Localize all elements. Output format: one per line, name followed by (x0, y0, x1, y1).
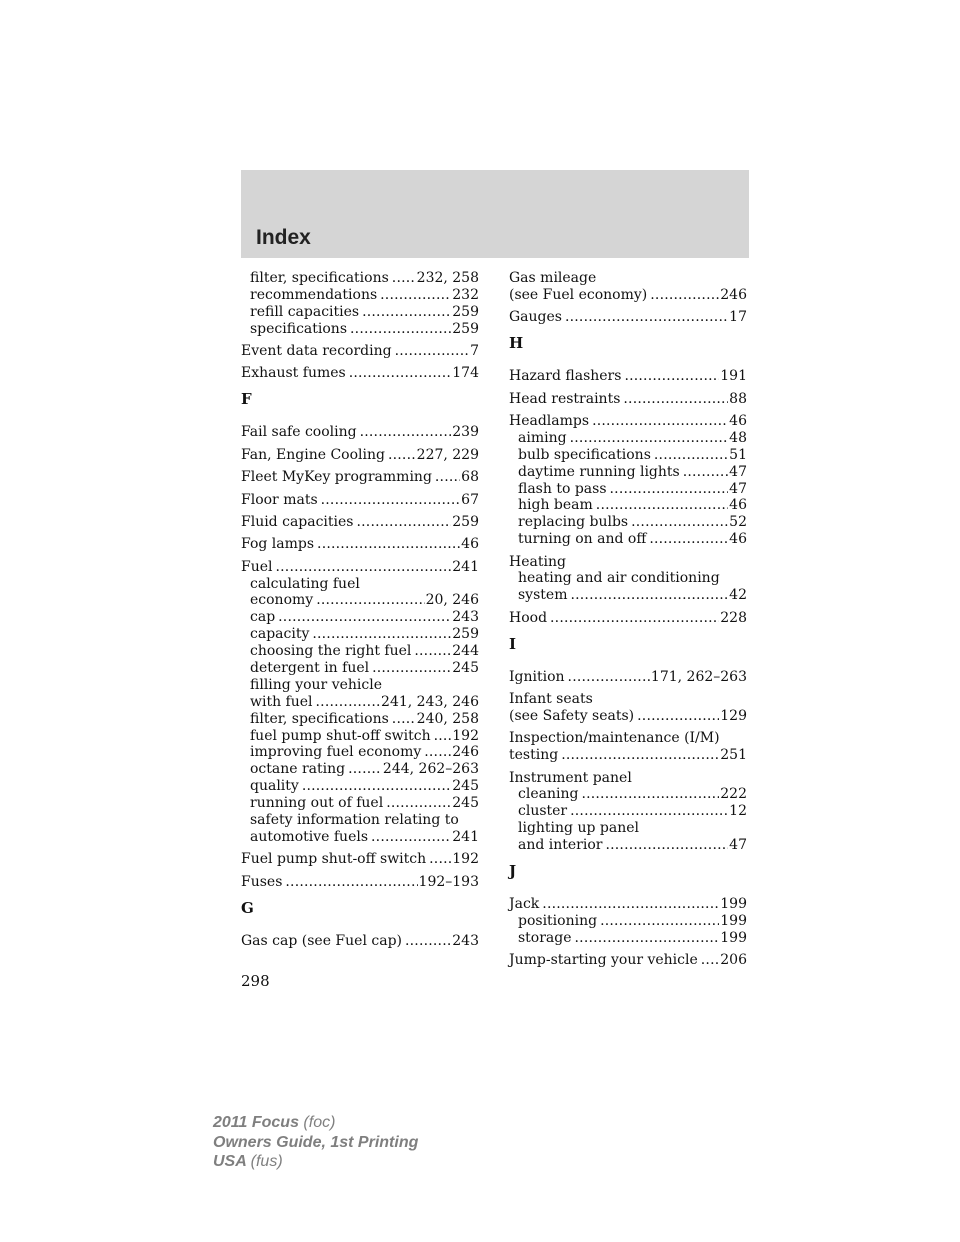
dot-leader (581, 786, 719, 803)
entry-label: Jump-starting your vehicle (509, 952, 698, 969)
index-entry (241, 559, 479, 576)
dot-leader (424, 744, 451, 761)
dot-leader (362, 304, 451, 321)
entry-page: 52 (729, 514, 747, 531)
entry-label: quality (250, 778, 299, 795)
entry-label: Hood (509, 609, 548, 626)
entry-label: Fuses (241, 873, 283, 890)
entry-label: filter, specifications (250, 270, 389, 286)
section-letter: F (241, 390, 252, 409)
section-letter: J (509, 862, 517, 881)
entry-page: 251 (720, 747, 747, 764)
dot-leader (683, 464, 728, 481)
dot-leader (649, 531, 728, 548)
index-subentry (241, 711, 479, 728)
index-subentry (241, 795, 479, 812)
entry-page: 46 (461, 536, 479, 553)
entry-label: positioning (518, 912, 598, 929)
entry-label: flash to pass (518, 480, 607, 497)
entry-page: 48 (729, 429, 747, 446)
entry-page: 17 (729, 309, 747, 326)
entry-page: 47 (729, 463, 747, 480)
entry-label: Inspection/maintenance (I/M) (509, 730, 720, 747)
dot-leader (701, 952, 719, 969)
entry-label: (see Safety seats) (509, 707, 635, 724)
entry-label: Fog lamps (241, 536, 315, 553)
entry-label: specifications (250, 320, 348, 337)
entry-label: Heating (509, 553, 566, 570)
index-entry (509, 309, 747, 326)
dot-leader (568, 669, 650, 686)
entry-label: Headlamps (509, 412, 590, 429)
entry-page: 243 (452, 932, 479, 949)
entry-page: 192 (452, 727, 479, 744)
entry-label: Fluid capacities (241, 513, 354, 530)
index-entry (509, 413, 747, 430)
footer-line-3 (213, 1152, 418, 1172)
index-entry (241, 469, 479, 486)
section-letter: I (509, 634, 517, 653)
dot-leader (650, 287, 719, 304)
dot-leader (592, 413, 728, 430)
footer-model-code: (foc) (303, 1114, 336, 1131)
entry-page: 46 (729, 412, 747, 429)
index-subentry (241, 812, 479, 829)
entry-page: 88 (729, 390, 747, 407)
dot-leader (302, 778, 451, 795)
index-entry (509, 691, 747, 708)
index-subentry (509, 803, 747, 820)
index-entry (509, 287, 747, 304)
dot-leader (278, 609, 451, 626)
entry-page: 7 (470, 343, 479, 360)
index-entry (509, 747, 747, 764)
dot-leader (388, 447, 416, 464)
index-entry (241, 536, 479, 553)
dot-leader (386, 795, 451, 812)
entry-label: Floor mats (241, 491, 318, 508)
entry-label: Fan, Engine Cooling (241, 446, 385, 463)
entry-label: detergent in fuel (250, 660, 370, 677)
dot-leader (561, 747, 719, 764)
entry-label: octane rating (250, 761, 346, 778)
dot-leader (392, 270, 416, 287)
dot-leader (623, 391, 728, 408)
index-subentry (509, 514, 747, 531)
entry-label: cleaning (518, 786, 579, 803)
entry-label: testing (509, 747, 559, 764)
entry-label: (see Fuel economy) (509, 286, 648, 303)
document-footer (213, 1113, 418, 1172)
index-header-bar (241, 170, 749, 258)
footer-model: 2011 Focus (213, 1114, 299, 1131)
entry-page: 228 (720, 609, 747, 626)
entry-label: Exhaust fumes (241, 365, 346, 382)
dot-leader (357, 514, 452, 531)
footer-line-2: Owners Guide, 1st Printing (213, 1133, 419, 1151)
entry-page: 240, 258 (416, 710, 479, 727)
index-subentry (509, 913, 747, 930)
index-subentry (241, 626, 479, 643)
entry-page: 259 (452, 626, 479, 643)
index-entry (509, 896, 747, 913)
index-subentry (241, 609, 479, 626)
page-number: 298 (241, 972, 270, 990)
index-subentry (509, 930, 747, 947)
index-entry (241, 933, 479, 950)
entry-page: 259 (452, 513, 479, 530)
dot-leader (316, 694, 381, 711)
index-subentry (509, 786, 747, 803)
index-entry (509, 708, 747, 725)
entry-page: 259 (452, 303, 479, 320)
index-entry (241, 874, 479, 891)
entry-page: 239 (452, 424, 479, 441)
dot-leader (312, 626, 451, 643)
index-entry (509, 554, 747, 571)
entry-page: 222 (720, 786, 747, 803)
dot-leader (317, 536, 460, 553)
entry-label: Gas mileage (509, 270, 597, 286)
entry-label: storage (518, 929, 572, 946)
entry-label: aiming (518, 429, 567, 446)
entry-label: filter, specifications (250, 710, 389, 727)
dot-leader (395, 343, 469, 360)
entry-label: daytime running lights (518, 463, 680, 480)
index-entry (509, 770, 747, 787)
entry-page: 245 (452, 795, 479, 812)
entry-page: 244, 262–263 (382, 761, 479, 778)
page-title: Index (256, 226, 311, 249)
dot-leader (624, 368, 719, 385)
dot-leader (570, 587, 728, 604)
index-entry (509, 952, 747, 969)
index-subentry (509, 587, 747, 604)
dot-leader (570, 803, 728, 820)
entry-page: 232 (452, 286, 479, 303)
dot-leader (542, 896, 719, 913)
entry-label: lighting up panel (518, 820, 639, 837)
entry-label: Fleet MyKey programming (241, 469, 432, 486)
entry-label: Gas cap (see Fuel cap) (241, 932, 402, 949)
entry-page: 206 (720, 952, 747, 969)
entry-page: 129 (720, 707, 747, 724)
index-entry (509, 669, 747, 686)
entry-label: Instrument panel (509, 769, 632, 786)
index-subentry (241, 660, 479, 677)
dot-leader (565, 309, 728, 326)
entry-page: 42 (729, 587, 747, 604)
index-entry (241, 447, 479, 464)
entry-page: 199 (720, 912, 747, 929)
entry-page: 246 (452, 744, 479, 761)
dot-leader (380, 287, 451, 304)
entry-page: 174 (452, 365, 479, 382)
dot-leader (600, 913, 719, 930)
entry-label: with fuel (250, 693, 313, 710)
index-entry (509, 610, 747, 627)
entry-label: calculating fuel (250, 575, 360, 592)
index-entry (509, 270, 747, 287)
footer-line-1 (213, 1113, 418, 1133)
index-entry (241, 343, 479, 360)
index-subentry (241, 270, 479, 287)
entry-page: 245 (452, 660, 479, 677)
entry-label: Event data recording (241, 343, 392, 360)
dot-leader (654, 447, 728, 464)
entry-page: 199 (720, 896, 747, 913)
entry-page: 191 (720, 368, 747, 385)
index-subentry (241, 677, 479, 694)
entry-page: 51 (729, 446, 747, 463)
entry-label: fuel pump shut-off switch (250, 727, 431, 744)
entry-page: 227, 229 (416, 446, 479, 463)
footer-market: USA (213, 1153, 247, 1170)
dot-leader (360, 424, 452, 441)
entry-label: choosing the right fuel (250, 643, 412, 660)
entry-page: 192–193 (418, 873, 479, 890)
index-entry (241, 365, 479, 382)
index-entry (509, 368, 747, 385)
index-subentry (241, 761, 479, 778)
entry-label: Infant seats (509, 691, 593, 708)
index-subentry (241, 778, 479, 795)
entry-label: capacity (250, 626, 310, 643)
index-subentry (509, 837, 747, 854)
index-subentry (241, 829, 479, 846)
entry-page: 68 (461, 469, 479, 486)
index-subentry (509, 464, 747, 481)
entry-label: Hazard flashers (509, 368, 622, 385)
dot-leader (392, 711, 416, 728)
index-subentry (509, 497, 747, 514)
index-entry (241, 851, 479, 868)
entry-page: 245 (452, 778, 479, 795)
dot-leader (435, 469, 460, 486)
dot-leader (631, 514, 728, 531)
dot-leader (550, 610, 719, 627)
entry-page: 46 (729, 497, 747, 514)
section-letter: H (509, 334, 524, 353)
dot-leader (372, 660, 451, 677)
dot-leader (371, 829, 451, 846)
dot-leader (350, 321, 451, 338)
dot-leader (596, 497, 728, 514)
dot-leader (605, 837, 728, 854)
dot-leader (575, 930, 720, 947)
entry-page: 46 (729, 531, 747, 548)
entry-page: 47 (729, 480, 747, 497)
index-subentry (509, 481, 747, 498)
dot-leader (434, 728, 452, 745)
entry-page: 244 (452, 643, 479, 660)
entry-label: Jack (509, 896, 540, 913)
index-subentry (241, 304, 479, 321)
index-entry (241, 492, 479, 509)
entry-label: Fuel (241, 558, 273, 575)
index-subentry (241, 694, 479, 711)
index-column-left (241, 270, 479, 950)
entry-label: Gauges (509, 309, 562, 326)
dot-leader (405, 933, 451, 950)
entry-label: turning on and off (518, 531, 647, 548)
entry-label: improving fuel economy (250, 744, 422, 761)
dot-leader (349, 365, 452, 382)
dot-leader (429, 851, 451, 868)
entry-page: 241 (452, 828, 479, 845)
index-subentry (509, 430, 747, 447)
entry-label: economy (250, 592, 314, 609)
entry-page: 241, 243, 246 (381, 693, 479, 710)
entry-page: 246 (720, 286, 747, 303)
dot-leader (570, 430, 729, 447)
index-subentry (509, 570, 747, 587)
entry-label: Head restraints (509, 390, 621, 407)
dot-leader (637, 708, 719, 725)
index-entry (509, 730, 747, 747)
entry-label: heating and air conditioning (518, 570, 720, 587)
index-subentry (241, 728, 479, 745)
dot-leader (316, 592, 424, 609)
entry-label: high beam (518, 497, 593, 514)
index-subentry (241, 744, 479, 761)
section-letter: G (241, 898, 254, 917)
entry-label: replacing bulbs (518, 514, 629, 531)
entry-label: safety information relating to (250, 812, 459, 829)
dot-leader (610, 481, 729, 498)
footer-market-code: (fus) (250, 1153, 283, 1170)
index-subentry (509, 447, 747, 464)
entry-page: 192 (452, 851, 479, 868)
index-subentry (241, 643, 479, 660)
index-entry (241, 514, 479, 531)
entry-label: cap (250, 609, 276, 626)
index-subentry (241, 321, 479, 338)
entry-label: Ignition (509, 668, 565, 685)
dot-leader (285, 874, 417, 891)
index-column-right (509, 270, 747, 969)
entry-page: 67 (461, 491, 479, 508)
index-subentry (241, 287, 479, 304)
entry-label: bulb specifications (518, 446, 651, 463)
entry-label: automotive fuels (250, 828, 369, 845)
entry-page: 259 (452, 320, 479, 337)
entry-label: running out of fuel (250, 795, 384, 812)
entry-page: 199 (720, 929, 747, 946)
entry-page: 243 (452, 609, 479, 626)
index-subentry (509, 531, 747, 548)
entry-page: 241 (452, 558, 479, 575)
entry-label: Fuel pump shut-off switch (241, 851, 427, 868)
entry-label: Fail safe cooling (241, 424, 357, 441)
dot-leader (348, 761, 382, 778)
entry-page: 47 (729, 837, 747, 854)
index-subentry (241, 576, 479, 593)
dot-leader (276, 559, 452, 576)
entry-label: recommendations (250, 286, 378, 303)
dot-leader (414, 643, 451, 660)
index-entry (509, 391, 747, 408)
entry-page: 232, 258 (416, 270, 479, 286)
entry-label: cluster (518, 803, 568, 820)
entry-label: refill capacities (250, 303, 360, 320)
index-entry (241, 424, 479, 441)
entry-page: 20, 246 (425, 592, 479, 609)
index-subentry (509, 820, 747, 837)
entry-label: and interior (518, 837, 603, 854)
index-subentry (241, 592, 479, 609)
entry-label: system (518, 587, 568, 604)
entry-page: 12 (729, 803, 747, 820)
entry-label: filling your vehicle (250, 676, 382, 693)
entry-page: 171, 262–263 (650, 668, 747, 685)
dot-leader (321, 492, 461, 509)
